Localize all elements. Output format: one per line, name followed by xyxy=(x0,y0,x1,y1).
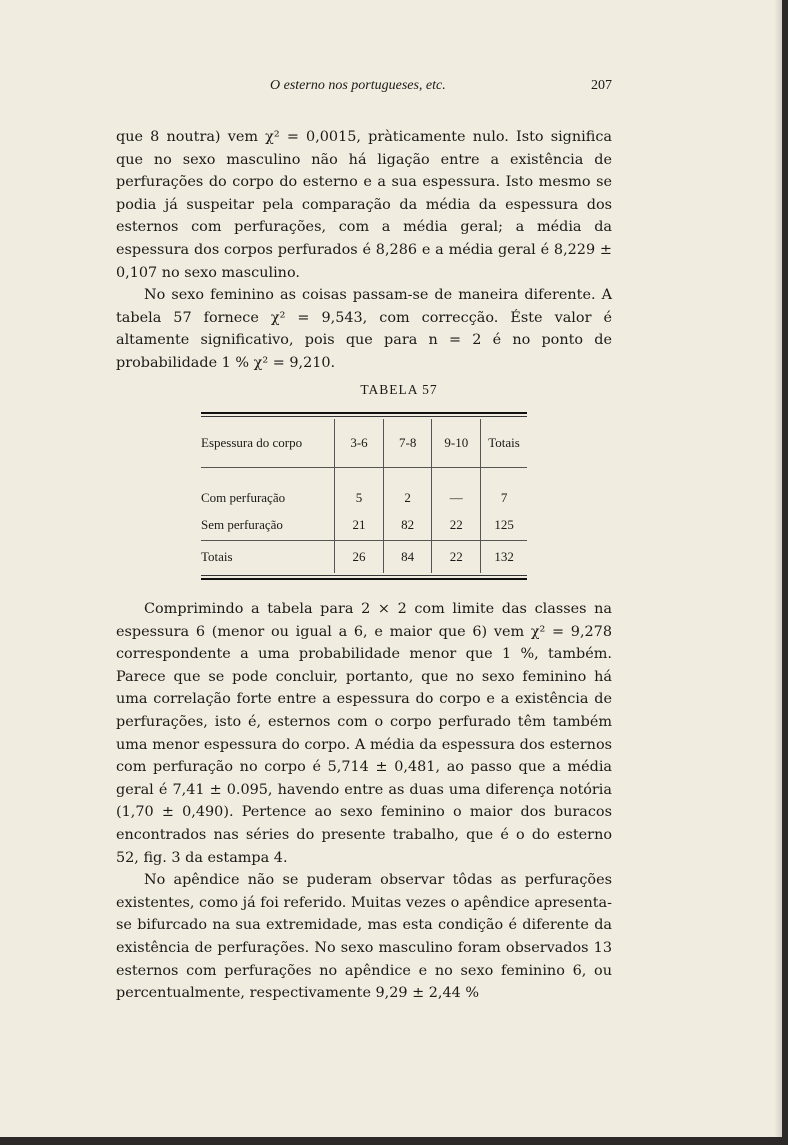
table-cell: — xyxy=(432,468,481,511)
table-row xyxy=(201,468,527,511)
table-cell: 125 xyxy=(481,510,527,541)
table-top-rule-thin xyxy=(201,416,527,417)
table-cell: 132 xyxy=(481,541,527,574)
table-cell: 5 xyxy=(335,468,384,511)
table-cell: 22 xyxy=(432,541,481,574)
text-block-before-table xyxy=(116,126,612,375)
table-cell: 84 xyxy=(383,541,432,574)
data-table xyxy=(201,410,527,582)
table-header-cell: 3-6 xyxy=(335,419,384,468)
paragraph: No sexo feminino as coisas passam-se de maneira diferente. A tabela 57 fornece χ² = 9,543, com correcção. Éste valor é altamente significativo, pois que para n = 2 é no ponto de probabilidade 1 % χ² = 9,210. xyxy=(116,287,612,371)
paragraph: que 8 noutra) vem χ² = 0,0015, pràticamente nulo. Isto significa que no sexo masculino não há ligação entre a existência de perfurações do corpo do esterno e a sua espessura. Isto mesmo se podia já suspeitar pela comparação da média da espessura dos esternos com perfurações, com a média geral; a média da espessura dos corpos perfurados é 8,286 e a média geral é 8,229 ± 0,107 no sexo masculino. xyxy=(116,129,612,281)
table-cell: 7 xyxy=(481,468,527,511)
table-cell: Totais xyxy=(201,541,335,574)
table-cell: 22 xyxy=(432,510,481,541)
page-number: 207 xyxy=(591,78,612,93)
running-title: O esterno nos portugueses, etc. xyxy=(270,78,446,93)
table-header-cell: 9-10 xyxy=(432,419,481,468)
table-top-rule xyxy=(201,412,527,414)
table-cell: Com perfuração xyxy=(201,490,286,505)
text-block-after-table xyxy=(116,598,612,1005)
table-cell: 2 xyxy=(383,468,432,511)
table-cell: 26 xyxy=(335,541,384,574)
table-caption: TABELA 57 xyxy=(360,382,438,397)
table-cell: 82 xyxy=(383,510,432,541)
table-bottom-rule-thin xyxy=(201,575,527,576)
paragraph: Comprimindo a tabela para 2 × 2 com limite das classes na espessura 6 (menor ou igual a 6, e maior que 6) vem χ² = 9,278 correspondente a uma probabilidade menor que 1 %, também. Parece que se pode concluir, portanto, que no sexo feminino há uma correlação forte entre a espessura do corpo e a existência de perfurações, isto é, esternos com o corpo perfurado têm também uma menor espessura do corpo. A média da espessura dos esternos com perfuração no corpo é 5,714 ± 0,481, ao passo que a média geral é 7,41 ± 0.095, havendo entre as duas uma diferença notória (1,70 ± 0,490). Pertence ao sexo feminino o maior dos buracos encontrados nas séries do presente trabalho, que é o do esterno 52, fig. 3 da estampa 4. xyxy=(116,601,612,866)
table-cell: 21 xyxy=(335,510,384,541)
table-bottom-rule xyxy=(201,578,527,580)
page-header xyxy=(116,78,612,100)
table-header-cell: Espessura do corpo xyxy=(201,419,335,468)
table-header-cell: Totais xyxy=(481,419,527,468)
table-row xyxy=(201,510,527,541)
table-header-cell: 7-8 xyxy=(383,419,432,468)
paragraph: No apêndice não se puderam observar tôdas as perfurações existentes, como já foi referido. Muitas vezes o apêndice apresenta-se bifurcado na sua extremidade, mas esta condição é diferente da existência de perfurações. No sexo masculino foram observados 13 esternos com perfurações no apêndice e no sexo feminino 6, ou percentualmente, respectivamente 9,29 ± 2,44 % xyxy=(116,872,612,1002)
table-cell: Sem perfuração xyxy=(201,517,283,532)
table-totals-row xyxy=(201,541,527,574)
